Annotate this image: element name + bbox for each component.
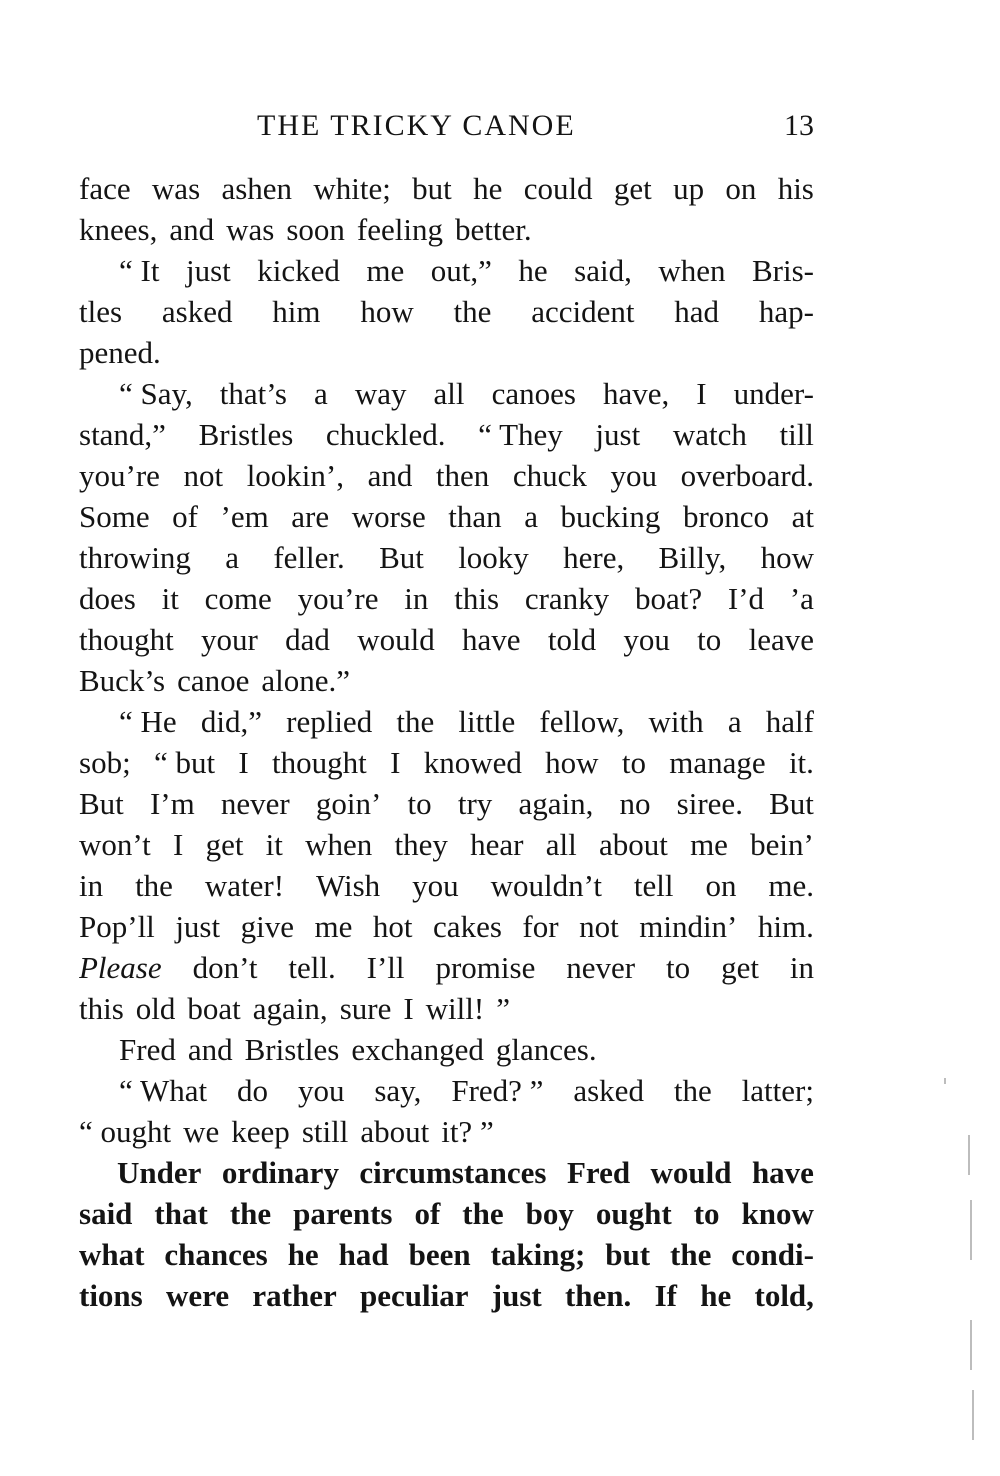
word: was [151,171,201,206]
word: ought [595,1196,672,1231]
word: watch [672,417,747,452]
word: the [396,704,435,739]
word: out,” [430,253,492,288]
word: canoe [177,663,250,698]
running-title: THE TRICKY CANOE [257,109,576,142]
word: not [579,909,619,944]
word: way [354,376,407,411]
text-line [79,947,814,988]
word: for [522,909,559,944]
word: But [379,540,424,575]
word: circumstances [359,1155,547,1190]
text-line [79,1070,814,1111]
word: to [621,745,646,780]
text-line [79,1193,814,1234]
word: but [412,171,452,206]
word: hear [470,827,524,862]
word: we [183,1114,220,1149]
word: had [674,294,720,329]
word: in [79,868,104,903]
word: sure [339,991,392,1026]
word: cakes [433,909,502,944]
word: leave [748,622,814,657]
text-line [79,742,814,783]
word: a [524,499,538,534]
word: boy [525,1196,574,1231]
word: better. [454,212,532,247]
word: then [435,458,490,493]
text-line [79,332,814,373]
word: “ He [119,704,177,739]
word: replied [286,704,373,739]
text-line [79,824,814,865]
word: have [751,1155,814,1190]
word: his [777,171,814,206]
word: bein’ [750,827,814,862]
word: Some [79,499,150,534]
word: I’m [149,786,195,821]
word: how [760,540,814,575]
word: when [658,253,726,288]
word: But [79,786,124,821]
word: overboard. [680,458,814,493]
word: on [725,171,757,206]
word: Please [79,950,162,985]
word: what [79,1237,145,1272]
word: the [453,294,492,329]
scan-speck [944,1078,946,1084]
page-number: 13 [784,109,814,142]
word: dad [285,622,330,657]
scan-speck [972,1390,974,1440]
word: this [79,991,124,1026]
word: in [789,950,814,985]
word: I’d [727,581,765,616]
word: to [697,622,722,657]
text-line [79,414,814,455]
text-line [79,1029,814,1070]
word: then. [564,1278,632,1313]
word: than [448,499,502,534]
word: you’re [297,581,379,616]
word: him [272,294,321,329]
word: ashen [221,171,293,206]
text-line [79,701,814,742]
word: lookin’, [246,458,344,493]
word: tles [79,294,123,329]
word: would [650,1155,732,1190]
text-line [79,1275,814,1316]
body-text [79,168,814,1316]
word: tell [633,868,674,903]
word: to [693,1196,720,1231]
word: keep [231,1114,290,1149]
word: no [619,786,651,821]
word: don’t [192,950,258,985]
word: the [462,1196,504,1231]
word: just [491,1278,542,1313]
word: worse [351,499,426,534]
word: Buck’s [79,663,166,698]
word: do [237,1073,269,1108]
scan-speck [968,1135,970,1175]
scan-speck [970,1200,972,1260]
word: come [204,581,272,616]
word: Under [117,1155,202,1190]
word: it [161,581,179,616]
word: he [700,1278,732,1313]
word: condi- [731,1237,814,1272]
word: peculiar [360,1278,469,1313]
word: just [175,909,221,944]
word: hap- [758,294,814,329]
word: did,” [200,704,262,739]
text-line [79,496,814,537]
word: it [265,827,283,862]
text-line [79,209,814,250]
text-line [79,168,814,209]
word: know [741,1196,814,1231]
word: promise [435,950,536,985]
word: have, [602,376,670,411]
word: ” [496,991,510,1026]
word: Billy, [658,540,727,575]
word: boat? [634,581,703,616]
word: If [654,1278,677,1313]
word: have [462,622,521,657]
word: Fred [566,1155,631,1190]
word: parents [293,1196,393,1231]
word: in [404,581,429,616]
word: latter; [741,1073,814,1108]
word: hot [372,909,413,944]
word: me [314,909,353,944]
word: he [518,253,548,288]
word: the [673,1073,712,1108]
word: had [338,1237,389,1272]
word: it. [788,745,814,780]
word: and [187,1032,233,1067]
word: rather [252,1278,337,1313]
word: that’s [219,376,287,411]
word: chuckled. [325,417,446,452]
word: will! [425,991,485,1026]
word: all [545,827,577,862]
word: looky [458,540,529,575]
word: and [169,212,215,247]
word: asked [161,294,233,329]
word: said [79,1196,133,1231]
word: goin’ [315,786,382,821]
word: face [79,171,131,206]
word: cranky [524,581,610,616]
word: ’em [220,499,269,534]
word: about [598,827,668,862]
word: soon [286,212,345,247]
word: knowed [423,745,522,780]
word: just [185,253,231,288]
word: white; [313,171,391,206]
word: the [670,1237,712,1272]
word: sob; [79,745,131,780]
text-line [79,660,814,701]
text-line [79,373,814,414]
word: I [403,991,414,1026]
word: I’ll [366,950,405,985]
word: canoes [491,376,576,411]
word: I [696,376,707,411]
word: Bristles [198,417,294,452]
word: a [314,376,328,411]
word: never [220,786,290,821]
text-line [79,1234,814,1275]
word: Bristles [244,1032,340,1067]
word: chances [164,1237,268,1272]
text-line [79,537,814,578]
word: could [523,171,593,206]
word: the [229,1196,272,1231]
scan-speck [970,1320,972,1370]
word: I [238,745,249,780]
word: under- [733,376,814,411]
word: were [166,1278,230,1313]
word: still [301,1114,349,1149]
word: feller. [273,540,345,575]
word: you [623,622,670,657]
word: siree. [676,786,743,821]
word: him. [757,909,814,944]
word: knees, [79,212,158,247]
word: would [357,622,435,657]
word: a [225,540,240,575]
text-line [79,291,814,332]
word: your [201,622,258,657]
word: manage [669,745,766,780]
word: feeling [356,212,443,247]
word: old [135,991,176,1026]
word: Wish [315,868,381,903]
word: but [605,1237,651,1272]
word: little [458,704,516,739]
word: you [412,868,459,903]
word: thought [272,745,367,780]
text-line [79,865,814,906]
word: get [613,171,652,206]
word: get [721,950,759,985]
word: bronco [682,499,770,534]
word: ordinary [221,1155,339,1190]
word: “ What [119,1073,208,1108]
word: boat [187,991,241,1026]
word: that [154,1196,208,1231]
word: glances. [495,1032,597,1067]
word: throwing [79,540,191,575]
word: get [205,827,244,862]
word: mindin’ [639,909,738,944]
word: taking; [490,1237,586,1272]
word: alone.” [261,663,351,698]
word: he [473,171,503,206]
word: ’a [789,581,814,616]
word: on [705,868,737,903]
word: asked [573,1073,644,1108]
word: tions [79,1278,143,1313]
page-header [79,104,814,148]
word: try [457,786,493,821]
word: Pop’ll [79,909,155,944]
text-line [79,1152,814,1193]
word: with [648,704,704,739]
text-line [79,988,814,1029]
word: again, [518,786,594,821]
word: was [226,212,275,247]
word: pened. [79,335,161,370]
word: accident [531,294,635,329]
word: of [414,1196,441,1231]
word: fellow, [539,704,625,739]
word: told [547,622,597,657]
word: how [360,294,414,329]
word: does [79,581,136,616]
word: I [173,827,184,862]
word: won’t [79,827,151,862]
word: say, [374,1073,422,1108]
word: when [305,827,373,862]
text-line [79,619,814,660]
word: bucking [560,499,661,534]
word: thought [79,622,174,657]
word: half [765,704,814,739]
word: he [287,1237,319,1272]
word: not [183,458,224,493]
word: exchanged [351,1032,484,1067]
word: at [791,499,814,534]
word: But [769,786,814,821]
word: been [408,1237,471,1272]
word: all [433,376,465,411]
word: “ It [119,253,160,288]
word: give [240,909,294,944]
word: they [394,827,448,862]
word: about [360,1114,430,1149]
word: wouldn’t [490,868,602,903]
word: Fred? ” [451,1073,544,1108]
text-line [79,783,814,824]
word: “ but [153,745,216,780]
word: Fred [119,1032,176,1067]
word: chuck [512,458,587,493]
word: said, [574,253,632,288]
word: “ They [478,417,563,452]
word: me [690,827,728,862]
word: till [779,417,814,452]
word: Bris- [752,253,814,288]
word: water! [204,868,285,903]
word: it? ” [441,1114,494,1149]
text-line [79,1111,814,1152]
word: tell. [288,950,336,985]
text-line [79,455,814,496]
word: you [297,1073,345,1108]
word: stand,” [79,417,166,452]
word: you [610,458,657,493]
word: just [595,417,641,452]
word: I [390,745,401,780]
word: the [135,868,173,903]
word: are [291,499,330,534]
text-line [79,250,814,291]
word: to [407,786,432,821]
word: you’re [79,458,160,493]
text-line [79,906,814,947]
word: a [727,704,742,739]
word: me [366,253,405,288]
word: told, [754,1278,814,1313]
word: up [673,171,705,206]
word: this [454,581,500,616]
word: here, [563,540,625,575]
word: kicked [257,253,340,288]
word: again, [252,991,328,1026]
word: “ Say, [119,376,193,411]
word: “ ought [79,1114,172,1149]
text-line [79,578,814,619]
word: how [545,745,599,780]
word: never [566,950,636,985]
word: to [666,950,691,985]
word: of [172,499,198,534]
word: me. [768,868,814,903]
word: and [367,458,413,493]
